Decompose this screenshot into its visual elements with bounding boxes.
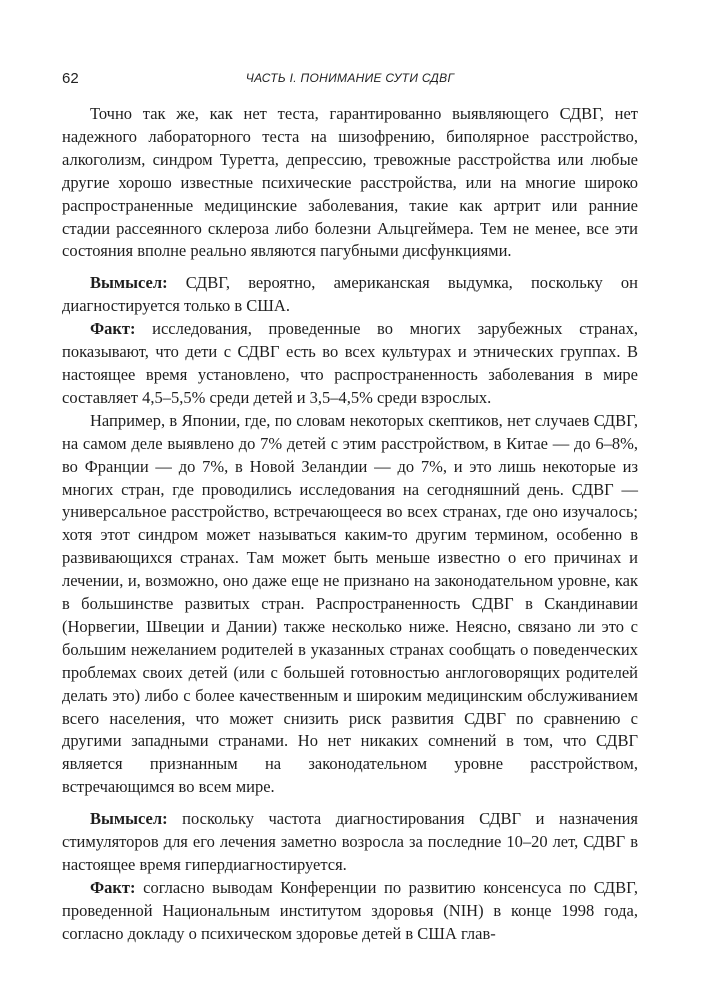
myth-paragraph: [62, 808, 638, 877]
page-number: 62: [62, 70, 79, 87]
body-text: [62, 103, 638, 946]
paragraph-text: Например, в Японии, где, по словам некоторых скептиков, нет случаев СДВГ, на самом деле выявлено до 7% детей с этим расстройством, в Китае — до 6–8%, во Франции — до 7%, в Новой Зеландии — до 7%, и это лишь некоторые из многих стран, где проводились исследования на сегодняшний день. СДВГ — универсальное расстройство, встречающееся во всех странах, где оно изучалось; хотя этот синдром может называться каким-то другим термином, особенно в развивающихся странах. Там может быть меньше известно о его причинах и лечении, и, возможно, оно даже еще не признано на законодательном уровне, как в большинстве развитых стран. Распространенность СДВГ в Скандинавии (Норвегии, Швеции и Дании) также несколько ниже. Неясно, связано ли это с большим нежеланием родителей в указанных странах сообщать о поведенческих проблемах своих детей (или с большей готовностью англоговорящих родителей делать это) либо с более качественным и широким медицинским обслуживанием всего населения, что может снизить риск развития СДВГ по сравнению с другими западными странами. Но нет никаких сомнений в том, что СДВГ является признанным на законодательном уровне расстройством, встречающимся во всем мире.: [62, 410, 638, 797]
myth-paragraph: [62, 272, 638, 318]
page-header: [62, 70, 638, 90]
fact-label: Факт:: [90, 319, 136, 339]
paragraph-text: СДВГ, вероятно, американская выдумка, поскольку он диагностируется только в США.: [62, 273, 638, 316]
paragraph-text: согласно выводам Конференции по развитию консенсуса по СДВГ, проведенной Национальным институтом здоровья (NIH) в конце 1998 года, согласно докладу о психическом здоровье детей в США глав-: [62, 877, 638, 943]
fact-paragraph: [62, 877, 638, 946]
paragraph: [62, 103, 638, 263]
paragraph-text: исследования, проведенные во многих зарубежных странах, показывают, что дети с СДВГ есть во всех культурах и этнических группах. В настоящее время установлено, что распространенность заболевания в мире составляет 4,5–5,5% среди детей и 3,5–4,5% среди взрослых.: [62, 319, 638, 407]
myth-label: Вымысел:: [90, 273, 168, 293]
paragraph-text: Точно так же, как нет теста, гарантированно выявляющего СДВГ, нет надежного лабораторного теста на шизофрению, биполярное расстройство, алкоголизм, синдром Туретта, депрессию, тревожные расстройства или любые другие хорошо известные психические расстройства, или на многие широко распространенные медицинские заболевания, такие как артрит или ранние стадии рассеянного склероза либо болезни Альцгеймера. Тем не менее, все эти состояния вполне реально являются пагубными дисфункциями.: [62, 104, 638, 261]
paragraph-text: поскольку частота диагностирования СДВГ и назначения стимуляторов для его лечения заметно возросла за последние 10–20 лет, СДВГ в настоящее время гипердиагностируется.: [62, 809, 638, 874]
fact-paragraph: [62, 318, 638, 410]
fact-label: Факт:: [90, 877, 136, 897]
running-title: ЧАСТЬ I. ПОНИМАНИЕ СУТИ СДВГ: [245, 71, 455, 85]
myth-label: Вымысел:: [90, 809, 168, 829]
paragraph: [62, 410, 638, 799]
